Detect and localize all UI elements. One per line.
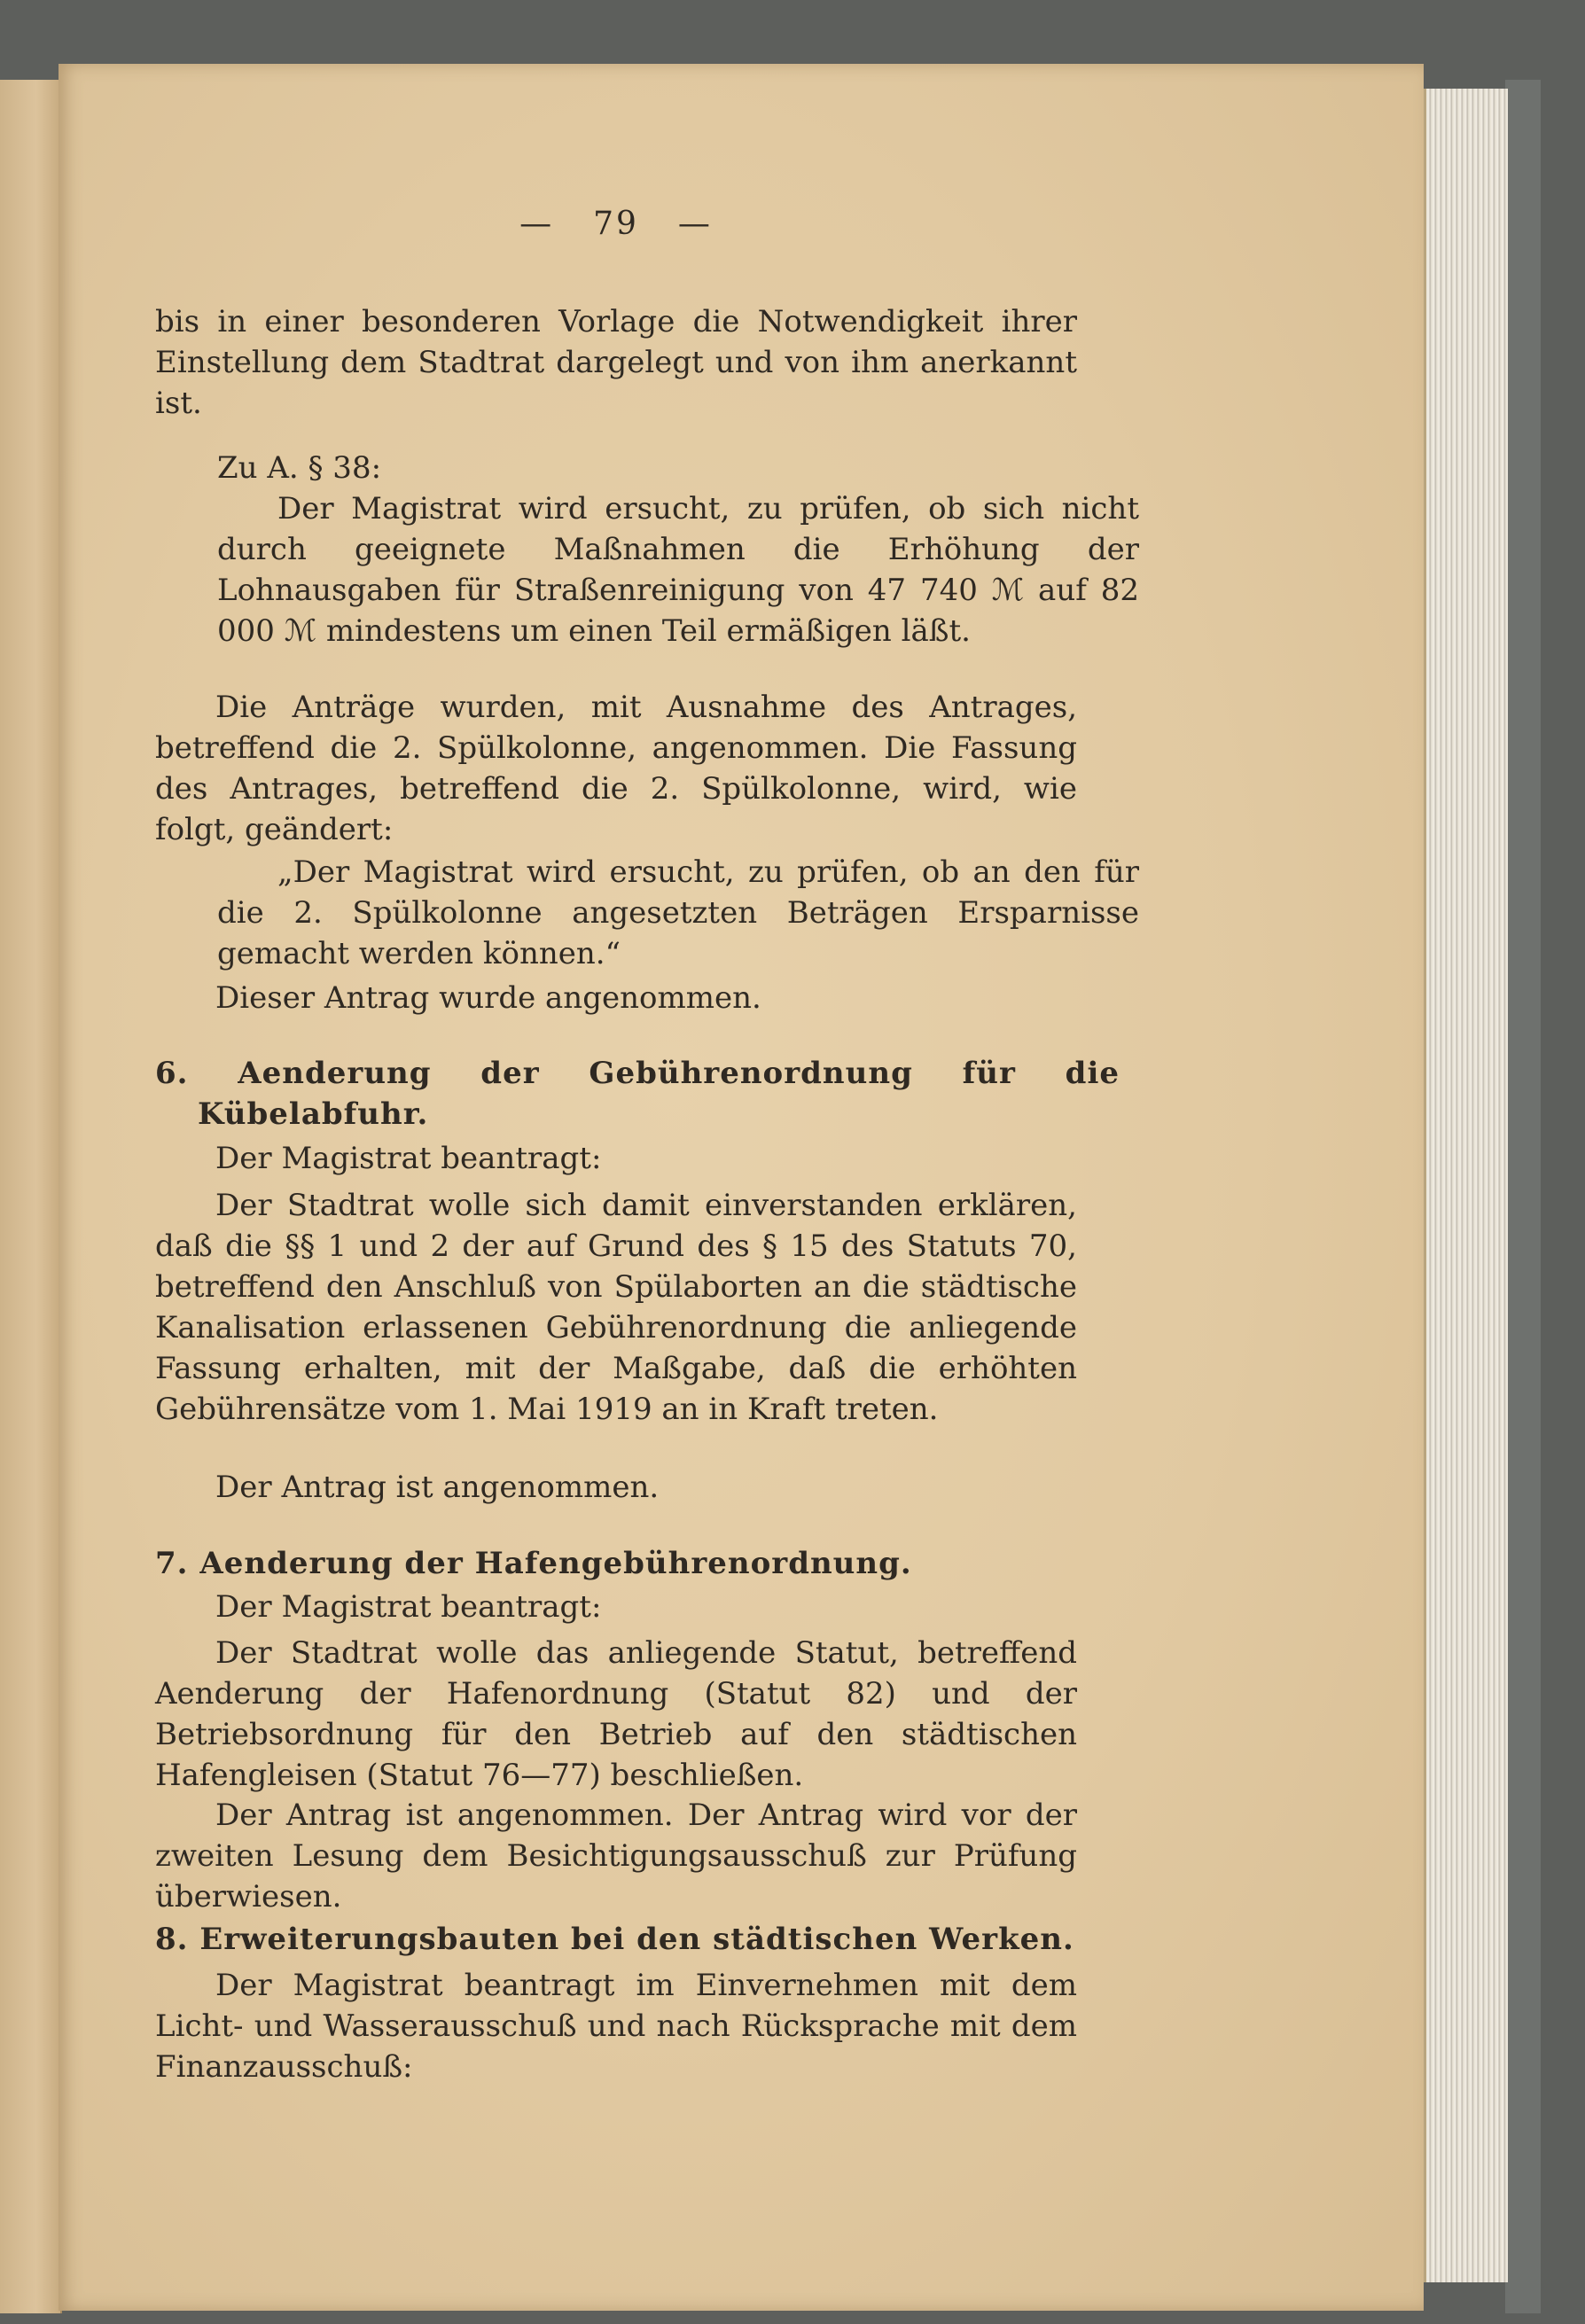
page-number-dash-right: —: [677, 206, 713, 242]
paragraph-6: Dieser Antrag wurde angenommen.: [215, 980, 761, 1016]
paragraph-13: Der Magistrat beantragt im Einvernehmen mit dem Licht- und Wasserausschuß und nach Rücksprache mit dem Finanzausschuß:: [155, 1968, 1077, 2085]
paragraph-4: Die Anträge wurden, mit Ausnahme des Antrages, betreffend die 2. Spülkolonne, angenommen. Die Fassung des Antrages, betreffend die 2. Spülkolonne, wird, wie folgt, geändert:: [155, 690, 1077, 847]
book-cover-left: [0, 80, 62, 2313]
page-number: 79: [593, 206, 639, 242]
heading-8: 8. Erweiterungsbauten bei den städtischen Werken.: [155, 1922, 1074, 1957]
page-number-line: [155, 204, 1077, 245]
paragraph-9: Der Antrag ist angenommen.: [215, 1470, 660, 1505]
paragraph-3: Der Magistrat wird ersucht, zu prüfen, ob sich nicht durch geeignete Maßnahmen die Erhöhung der Lohnausgaben für Straßenreinigung von 47 740 ℳ auf 82 000 ℳ mindestens um einen Teil ermäßigen läßt.: [217, 491, 1139, 649]
paragraph-8: Der Stadtrat wolle sich damit einverstanden erklären, daß die §§ 1 und 2 der auf Grund des § 15 des Statuts 70, betreffend den Anschluß von Spülaborten an die städtische Kanalisation erlassenen Gebührenordnung die anliegende Fassung erhalten, mit der Maßgabe, daß die erhöhten Gebührensätze vom 1. Mai 1919 an in Kraft treten.: [155, 1188, 1077, 1427]
page-edges: [1424, 89, 1508, 2282]
paragraph-11: Der Stadtrat wolle das anliegende Statut, betreffend Aenderung der Hafenordnung (Statut 82) und der Betriebsordnung für den Betrieb auf den städtischen Hafengleisen (Statut 76—77) beschließen.: [155, 1635, 1077, 1793]
paragraph-10: Der Magistrat beantragt:: [215, 1589, 602, 1625]
paragraph-2: Zu A. § 38:: [217, 450, 382, 486]
page-number-dash-left: —: [519, 206, 555, 242]
paragraph-5: „Der Magistrat wird ersucht, zu prüfen, ob an den für die 2. Spülkolonne angesetzten Beträgen Ersparnisse gemacht werden können.“: [217, 854, 1139, 971]
paragraph-12: Der Antrag ist angenommen. Der Antrag wird vor der zweiten Lesung dem Besichtigungsausschuß zur Prüfung überwiesen.: [155, 1798, 1077, 1915]
heading-6: 6. Aenderung der Gebührenordnung für die Kübelabfuhr.: [155, 1056, 1120, 1132]
paragraph-1: bis in einer besonderen Vorlage die Notwendigkeit ihrer Einstellung dem Stadtrat dargelegt und von ihm anerkannt ist.: [155, 304, 1077, 421]
paragraph-7: Der Magistrat beantragt:: [215, 1141, 602, 1176]
heading-7: 7. Aenderung der Hafengebührenordnung.: [155, 1546, 912, 1581]
book-cover-right: [1505, 80, 1541, 2313]
